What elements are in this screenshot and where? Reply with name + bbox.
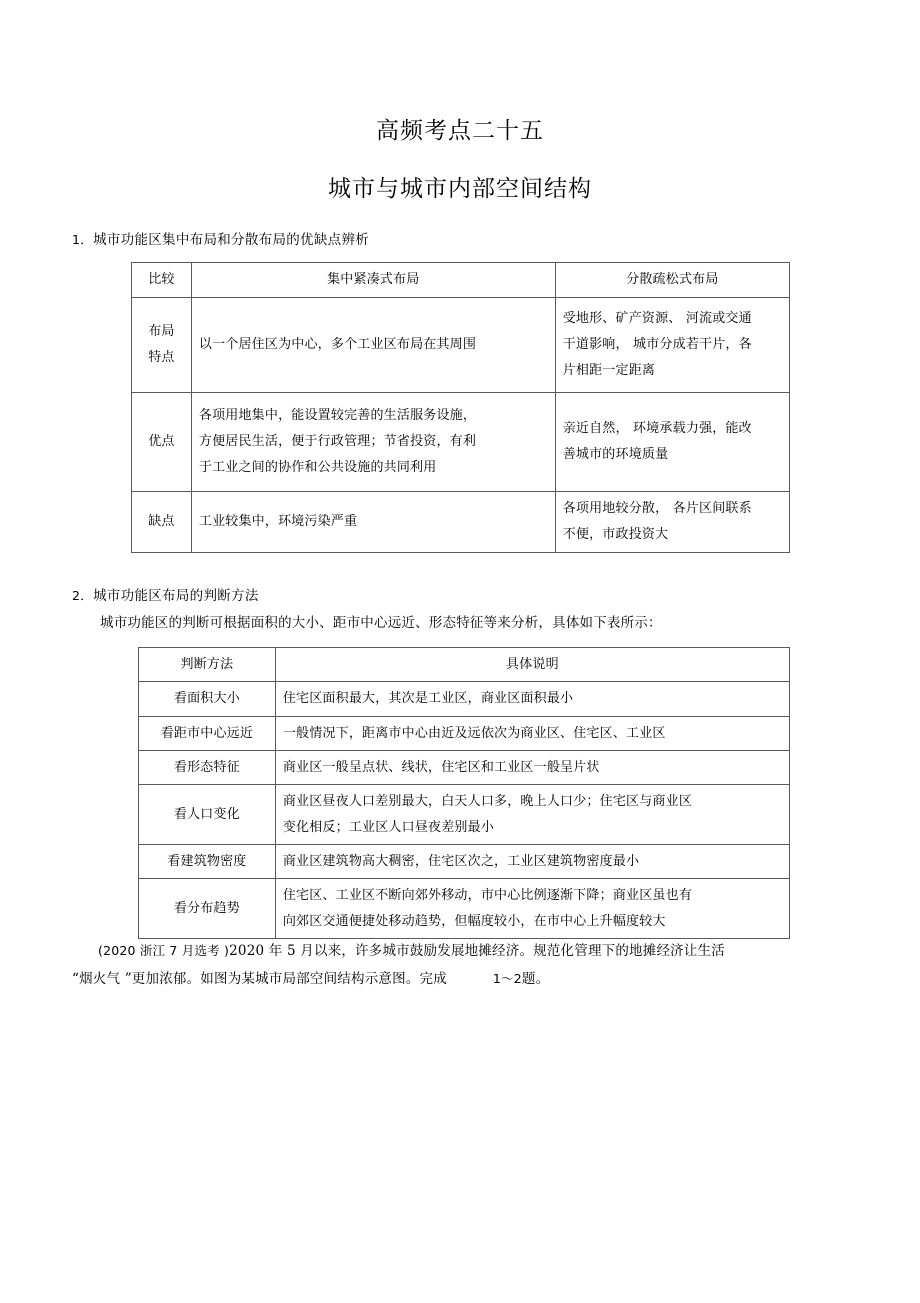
page-title-secondary: 城市与城市内部空间结构 [328, 176, 592, 202]
detail-cell-distribution-trend: 住宅区、工业区不断向郊外移动，市中心比例逐渐下降；商业区虽也有 向郊区交通便捷处移动趋势，但幅度较小，在市中心上升幅度较大 [275, 879, 789, 939]
detail-cell-distance-center: 一般情况下，距离市中心由近及远依次为商业区、住宅区、工业区 [275, 716, 789, 750]
question-stem-line2-part1: “烟火气 ”更加浓郁。如图为某城市局部空间结构示意图。完成 [72, 970, 447, 987]
section-2-heading [72, 587, 259, 607]
question-stem-paragraph [72, 938, 867, 993]
cell-compact-advantages: 各项用地集中，能设置较完善的生活服务设施， 方便居民生活，便于行政管理；节省投资，有利 于工业之间的协作和公共设施的共同利用 [191, 393, 555, 492]
cell-dispersed-feature: 受地形、矿产资源、 河流或交通 干道影响， 城市分成若干片，各 片相距一定距离 [555, 298, 789, 393]
table-row [132, 393, 790, 492]
table-row [139, 648, 790, 682]
detail-cell-area-size: 住宅区面积最大，其次是工业区，商业区面积最小 [275, 682, 789, 716]
cell-compact-disadvantages: 工业较集中，环境污染严重 [191, 492, 555, 553]
method-cell-population-change: 看人口变化 [139, 785, 276, 845]
table-row [139, 682, 790, 716]
cell-dispersed-disadvantages: 各项用地较分散， 各片区间联系 不便，市政投资大 [555, 492, 789, 553]
detail-cell-shape-feature: 商业区一般呈点状、线状，住宅区和工业区一般呈片状 [275, 751, 789, 785]
layout-comparison-table [131, 262, 790, 553]
table-row [139, 716, 790, 750]
section-2-intro-paragraph: 城市功能区的判断可根据面积的大小、距市中心远近、形态特征等来分析，具体如下表所示： [100, 615, 662, 631]
table-header-cell-detail: 具体说明 [275, 648, 789, 682]
section-1-number: 1． [72, 232, 94, 247]
method-cell-area-size: 看面积大小 [139, 682, 276, 716]
row-label-advantages: 优点 [132, 393, 192, 492]
judgement-method-table [138, 647, 790, 939]
cell-compact-feature: 以一个居住区为中心，多个工业区布局在其周围 [191, 298, 555, 393]
question-number-range: 1～2 [492, 970, 522, 986]
section-2-heading-text: 城市功能区布局的判断方法 [93, 588, 259, 604]
table-row [132, 492, 790, 553]
section-1-heading-text: 城市功能区集中布局和分散布局的优缺点辨析 [93, 232, 370, 248]
question-stem-line2-part2: 题。 [521, 970, 550, 987]
table-header-cell-method: 判断方法 [139, 648, 276, 682]
page-title-primary: 高频考点二十五 [376, 118, 544, 144]
table-row [139, 879, 790, 939]
table-header-cell-compare: 比较 [132, 263, 192, 298]
method-cell-shape-feature: 看形态特征 [139, 751, 276, 785]
cell-dispersed-advantages: 亲近自然， 环境承载力强，能改 善城市的环境质量 [555, 393, 789, 492]
method-cell-distance-center: 看距市中心远近 [139, 716, 276, 750]
section-1-heading [72, 231, 369, 251]
table-row [139, 751, 790, 785]
detail-cell-population-change: 商业区昼夜人口差别最大，白天人口多，晚上人口少；住宅区与商业区 变化相反；工业区人口昼夜差别最小 [275, 785, 789, 845]
section-2-number: 2． [72, 588, 94, 603]
table-row [132, 298, 790, 393]
table-row [139, 845, 790, 879]
method-cell-building-density: 看建筑物密度 [139, 845, 276, 879]
exam-source-tag: (2020 浙江 7 月选考 ) [98, 943, 230, 958]
table-row [132, 263, 790, 298]
row-label-disadvantages: 缺点 [132, 492, 192, 553]
table-header-cell-dispersed: 分散疏松式布局 [555, 263, 789, 298]
question-stem-line1: 2020 年 5 月以来，许多城市鼓励发展地摊经济。规范化管理下的地摊经济让生活 [229, 943, 725, 959]
method-cell-distribution-trend: 看分布趋势 [139, 879, 276, 939]
detail-cell-building-density: 商业区建筑物高大稠密，住宅区次之，工业区建筑物密度最小 [275, 845, 789, 879]
table-row [139, 785, 790, 845]
row-label-layout-feature: 布局 特点 [132, 298, 192, 393]
table-header-cell-compact: 集中紧凑式布局 [191, 263, 555, 298]
